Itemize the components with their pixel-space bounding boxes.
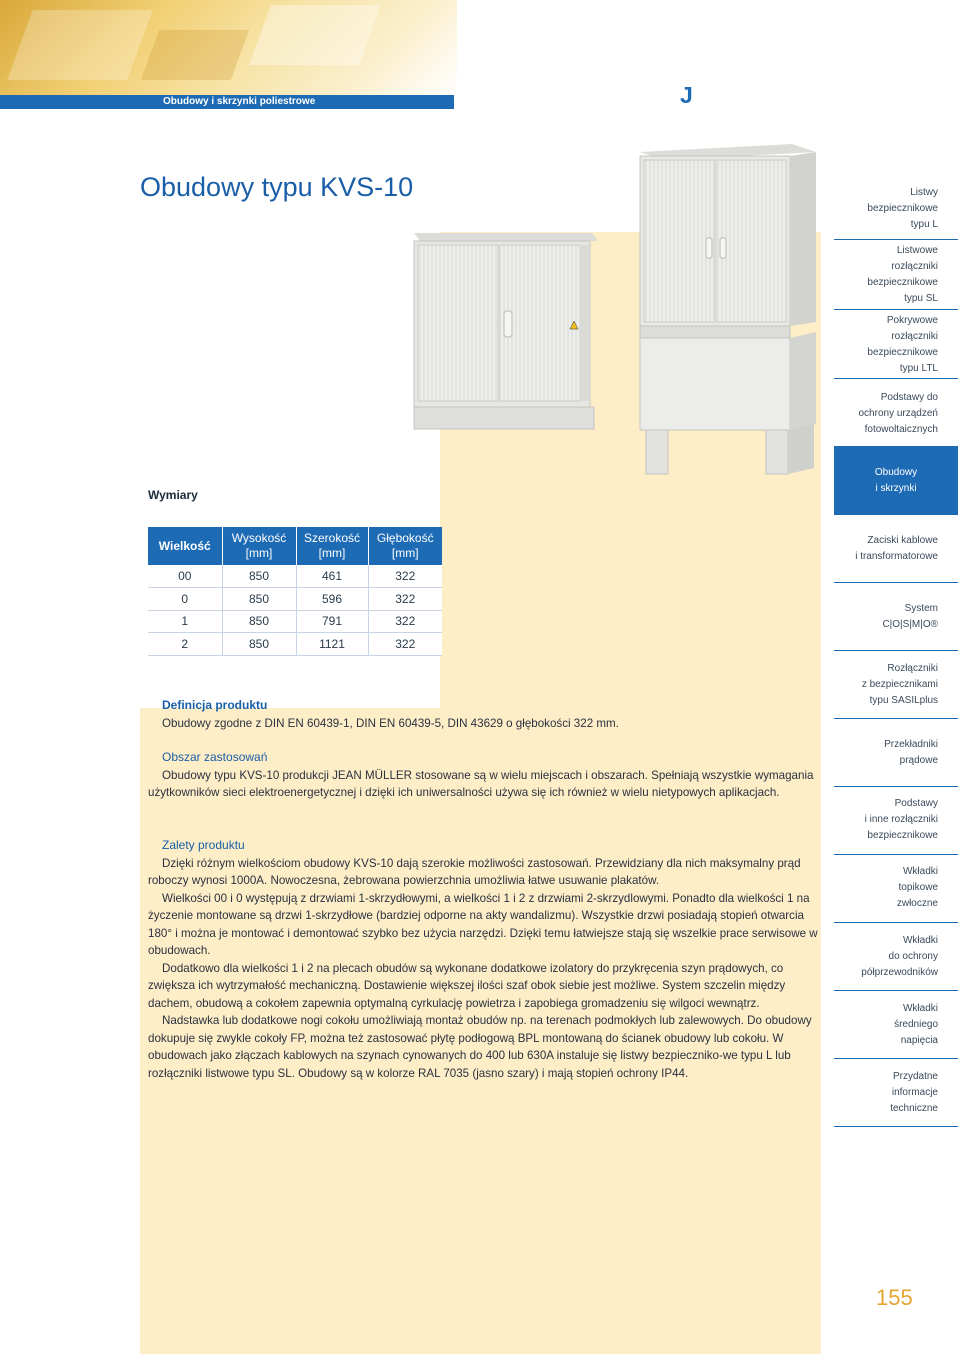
table-row <box>148 565 442 588</box>
chapter-sidebar <box>834 172 958 1127</box>
application-line-2: użytkowników sieci elektroenergetycznej i dzięki ich uniwersalności używa się ich również w wielu nietypowych aplikacjach. <box>148 786 780 799</box>
sidebar-item-zaciski[interactable]: Zaciski kablowe i transformatorowe <box>834 515 958 583</box>
advantages-paragraph: Dodatkowo dla wielkości 1 i 2 na plecach obudów są wykonane dodatkowe izolatory do przykręcenia szyn prądowych, co zwiększa ich wytrzymałość mechaniczną. Dostawienie większej ilości szaf obok siebie jest możliwe. System szczelin między dachem, obudową a cokołem zapewnia optymalną cyrkulację powietrza i zapobiega gromadzeniu się wilgoci wewnątrz. <box>148 961 786 1010</box>
chapter-letter: J <box>680 82 693 108</box>
page-title: Obudowy typu KVS-10 <box>140 172 414 202</box>
table-row <box>148 633 442 656</box>
cell-width: 791 <box>296 610 368 633</box>
advantages-paragraph: Dzięki różnym wielkościom obudowy KVS-10 dają szerokie możliwości zastosowań. Przewidziany dla nich maksymalny prąd roboczy wynosi 1000A. Nowoczesna, żebrowana powierzchnia umożliwia łatwe usuwanie plakatów. <box>148 856 801 887</box>
cell-size: 0 <box>148 588 222 611</box>
table-row <box>148 610 442 633</box>
sidebar-item-przekladniki[interactable]: Przekładniki prądowe <box>834 719 958 787</box>
cell-depth: 322 <box>368 633 442 656</box>
sidebar-item-pokrywowe-ltl[interactable]: Pokrywowe rozłączniki bezpiecznikowe typu LTL <box>834 310 958 379</box>
header-photo <box>0 0 457 96</box>
sidebar-item-wkladki-polprzewodniki[interactable]: Wkładki do ochrony półprzewodników <box>834 923 958 991</box>
cell-size: 1 <box>148 610 222 633</box>
sidebar-item-informacje[interactable]: Przydatne informacje techniczne <box>834 1059 958 1127</box>
cell-size: 2 <box>148 633 222 656</box>
cell-depth: 322 <box>368 610 442 633</box>
column-header-height-label: Wysokość [mm] <box>231 531 287 560</box>
table-row <box>148 588 442 611</box>
sidebar-item-listwowe-sl[interactable]: Listwowe rozłączniki bezpiecznikowe typu SL <box>834 240 958 310</box>
column-header-size: Wielkość <box>148 527 222 565</box>
dimensions-table <box>148 527 442 656</box>
cell-height: 850 <box>222 610 296 633</box>
sidebar-item-listwy-l[interactable]: Listwy bezpiecznikowe typu L <box>834 172 958 240</box>
definition-text: Obudowy zgodne z DIN EN 60439-1, DIN EN 60439-5, DIN 43629 o głębokości 322 mm. <box>162 716 619 730</box>
sidebar-item-podstawy[interactable]: Podstawy i inne rozłączniki bezpiecznikowe <box>834 787 958 855</box>
section-bar <box>0 95 454 109</box>
table-header-row <box>148 527 442 565</box>
advantages-section <box>148 837 818 1082</box>
cell-height: 850 <box>222 565 296 588</box>
sidebar-item-fotowoltaika[interactable]: Podstawy do ochrony urządzeń fotowoltaicznych <box>834 379 958 447</box>
column-header-height <box>222 527 296 565</box>
section-label: Obudowy i skrzynki poliestrowe <box>163 96 316 107</box>
application-section <box>148 749 818 802</box>
cabinet-large-image <box>636 142 822 482</box>
definition-section <box>148 697 818 732</box>
sidebar-item-wkladki-sn[interactable]: Wkładki średniego napięcia <box>834 991 958 1059</box>
application-heading: Obszar zastosowań <box>162 750 268 764</box>
cell-size: 00 <box>148 565 222 588</box>
dimensions-heading: Wymiary <box>148 488 198 502</box>
cell-height: 850 <box>222 588 296 611</box>
cell-depth: 322 <box>368 588 442 611</box>
column-header-depth <box>368 527 442 565</box>
cabinet-small-image <box>410 229 600 434</box>
sidebar-item-wkladki-zwloczne[interactable]: Wkładki topikowe zwłoczne <box>834 855 958 923</box>
page-number: 155 <box>876 1285 913 1310</box>
column-header-depth-label: Głębokość [mm] <box>376 531 434 560</box>
application-line-1: Obudowy typu KVS-10 produkcji JEAN MÜLLER stosowane są w wielu miejscach i obszarach. Spełniają wszystkie wymagania <box>162 768 814 782</box>
advantages-paragraph: Wielkości 00 i 0 występują z drzwiami 1-skrzydłowymi, a wielkości 1 i 2 z drzwiami 2-skrzydlowymi. Ponadto dla wielkości 1 na życzenie montowane są drzwi 1-skrzydłowe (bardziej odporne na akty wandalizmu). Wszystkie drzwi posiadają stopień otwarcia 180° i można je montować i demontować szybko bez użycia narzędzi. Dzięki temu łatwiejsze stają się wszelkie prace serwisowe w obudowach. <box>148 891 818 957</box>
column-header-width-label: Szerokość [mm] <box>303 531 361 560</box>
definition-heading: Definicja produktu <box>162 698 268 712</box>
sidebar-item-cosmo[interactable]: System C|O|S|M|O® <box>834 583 958 651</box>
sidebar-item-sasil[interactable]: Rozłączniki z bezpiecznikami typu SASILplus <box>834 651 958 719</box>
advantages-heading: Zalety produktu <box>162 838 245 852</box>
advantages-paragraph: Nadstawka lub dodatkowe nogi cokołu umożliwiają montaż obudów np. na terenach podmokłych lub zalewowych. Do obudowy dokupuje się zwykle cokoły FP, można też zastosować płytę podłogową BPL montowaną do ścianek obudowy lub cokołu. W obudowach jako złączach kablowych na szynach cynowanych do 400 lub 630A instaluje się listwy bezpieczniko-we typu L lub rozłączniki listwowe typu SL. Obudowy są w kolorze RAL 7035 (jasno szary) i mają stopień ochrony IP44. <box>148 1014 812 1080</box>
sidebar-item-obudowy[interactable]: Obudowy i skrzynki <box>834 447 958 515</box>
cell-width: 1121 <box>296 633 368 656</box>
cell-depth: 322 <box>368 565 442 588</box>
cell-width: 461 <box>296 565 368 588</box>
column-header-width <box>296 527 368 565</box>
cell-height: 850 <box>222 633 296 656</box>
cell-width: 596 <box>296 588 368 611</box>
